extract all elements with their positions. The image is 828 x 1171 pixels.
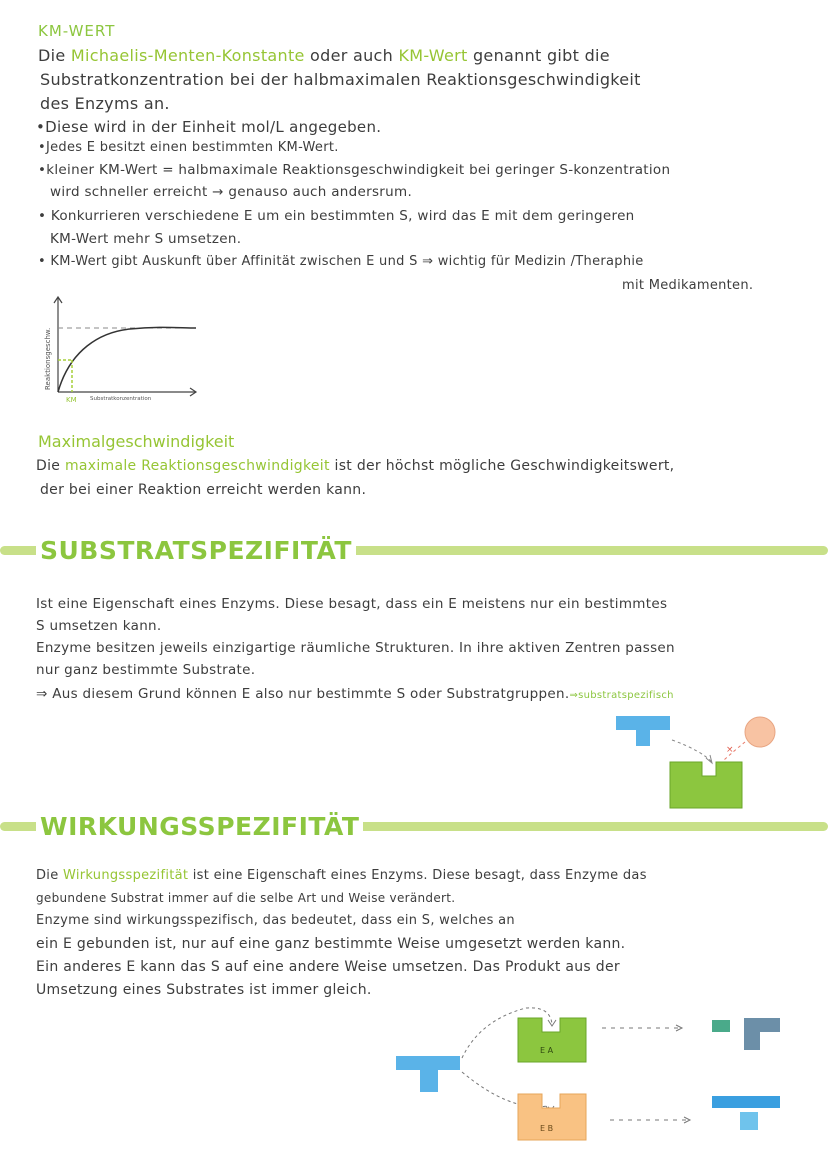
enzyme-b-label: E B xyxy=(540,1124,554,1133)
text: Die xyxy=(36,868,63,883)
substrate-specificity-illustration xyxy=(600,710,790,815)
km-bullet-5b: mit Medikamenten. xyxy=(622,278,754,293)
product-b-square xyxy=(740,1112,758,1130)
wirkungsspezifitaet-highlight: Wirkungsspezifität xyxy=(62,868,189,883)
text: Die xyxy=(38,46,71,65)
vmax-highlight: maximale Reaktionsgeschwindigkeit xyxy=(64,458,330,474)
substrat-line-5 xyxy=(36,686,674,702)
km-bullet-3b: wird schneller erreicht → genauso auch andersrum. xyxy=(50,184,413,200)
arrowhead-ea xyxy=(548,1020,556,1026)
km-bullet-4b: KM-Wert mehr S umsetzen. xyxy=(50,231,242,247)
km-wert-highlight: KM-Wert xyxy=(398,46,468,65)
wirkung-title: WIRKUNGSSPEZIFITÄT xyxy=(36,812,363,842)
vmax-line-2: der bei einer Reaktion erreicht werden kann. xyxy=(40,482,367,498)
saturation-curve xyxy=(58,327,196,392)
x-axis-label: Substratkonzentration xyxy=(90,396,152,402)
text: oder auch xyxy=(304,46,399,65)
t-shaped-substrate-icon xyxy=(616,716,670,746)
t-shaped-substrate-icon xyxy=(396,1056,460,1092)
wirkung-line-1 xyxy=(36,868,647,883)
text: genannt gibt die xyxy=(467,46,610,65)
vmax-line-1 xyxy=(36,458,674,474)
substrat-line-2: S umsetzen kann. xyxy=(36,618,162,634)
substratspezifisch-note: ⇒substratspezifisch xyxy=(569,690,674,701)
km-intro-line-2: Substratkonzentration bei der halbmaximalen Reaktionsgeschwindigkeit xyxy=(40,70,641,89)
michaelis-menten-graph xyxy=(30,290,210,410)
arrowhead-fit xyxy=(706,755,712,763)
substrat-title: SUBSTRATSPEZIFITÄT xyxy=(36,536,356,566)
km-axis-label: KM xyxy=(66,396,77,404)
substrat-line-4: nur ganz bestimmte Substrate. xyxy=(36,662,256,678)
michaelis-menten-highlight: Michaelis-Menten-Konstante xyxy=(70,46,305,65)
substrat-line-1: Ist eine Eigenschaft eines Enzyms. Diese besagt, dass ein E meistens nur ein bestimmtes xyxy=(36,596,668,612)
reaction-specificity-illustration xyxy=(390,1000,810,1160)
km-bullet-5: • KM-Wert gibt Auskunft über Affinität zwischen E und S ⇒ wichtig für Medizin /Theraphie xyxy=(38,254,644,269)
wirkung-line-2: gebundene Substrat immer auf die selbe Art und Weise verändert. xyxy=(36,891,456,905)
enzyme-a-block xyxy=(518,1018,586,1062)
text: ⇒ Aus diesem Grund können E also nur bestimmte S oder Substratgruppen. xyxy=(36,686,570,702)
km-bullet-1: •Diese wird in der Einheit mol/L angegeben. xyxy=(36,118,382,136)
round-substrate-icon xyxy=(745,717,775,747)
km-bullet-3: •kleiner KM-Wert = halbmaximale Reaktionsgeschwindigkeit bei geringer S-konzentration xyxy=(38,162,671,178)
dashed-arrow-fit xyxy=(672,740,712,762)
km-title: KM-WERT xyxy=(38,22,116,40)
km-bullet-4: • Konkurrieren verschiedene E um ein bestimmten S, wird das E mit dem geringeren xyxy=(38,208,635,224)
wirkung-line-5: Ein anderes E kann das S auf eine andere Weise umsetzen. Das Produkt aus der xyxy=(36,959,620,975)
product-a-small-piece xyxy=(712,1020,730,1032)
text: Die xyxy=(36,458,65,474)
product-a-l-piece xyxy=(744,1018,780,1050)
y-axis-label: Reaktionsgeschw. xyxy=(44,327,52,390)
km-intro-line-1 xyxy=(38,46,610,65)
wirkung-line-6: Umsetzung eines Substrates ist immer gleich. xyxy=(36,982,372,998)
vmax-title: Maximalgeschwindigkeit xyxy=(38,432,235,451)
wirkung-line-3: Enzyme sind wirkungsspezifisch, das bedeutet, dass ein S, welches an xyxy=(36,913,515,928)
text: ist eine Eigenschaft eines Enzyms. Diese besagt, dass Enzyme das xyxy=(188,868,647,883)
enzyme-b-block xyxy=(518,1094,586,1140)
km-bullet-2: •Jedes E besitzt einen bestimmten KM-Wert. xyxy=(38,140,339,155)
text: ist der höchst mögliche Geschwindigkeitswert, xyxy=(329,458,675,474)
enzyme-block-icon xyxy=(670,762,742,808)
km-intro-line-3: des Enzyms an. xyxy=(40,94,170,113)
misfit-cross-icon: × xyxy=(726,745,734,755)
substrat-line-3: Enzyme besitzen jeweils einzigartige räumliche Strukturen. In ihre aktiven Zentren passen xyxy=(36,640,675,656)
product-b-bar xyxy=(712,1096,780,1108)
wirkung-line-4: ein E gebunden ist, nur auf eine ganz bestimmte Weise umgesetzt werden kann. xyxy=(36,936,626,952)
enzyme-a-label: E A xyxy=(540,1046,554,1055)
